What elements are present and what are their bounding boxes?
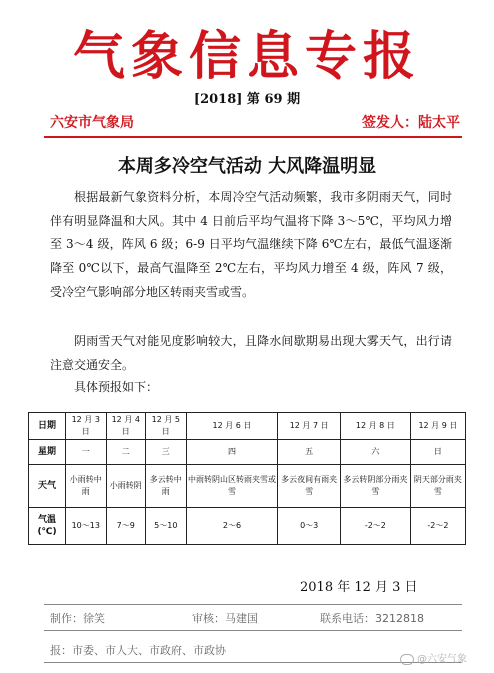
cell-date: 12 月 5 日	[146, 413, 187, 440]
cell-date: 12 月 9 日	[410, 413, 465, 440]
cell-date: 12 月 7 日	[278, 413, 341, 440]
issue-number: [2018] 第 69 期	[193, 92, 301, 107]
footer-divider-top	[44, 604, 462, 605]
cell-date: 12 月 8 日	[340, 413, 410, 440]
forecast-table	[28, 412, 466, 545]
watermark	[400, 650, 467, 665]
bureau-row	[50, 112, 460, 132]
cell-week: 三	[146, 440, 187, 465]
footer-divider-middle	[44, 630, 462, 631]
paragraph-2: 阴雨雪天气对能见度影响较大，且降水间歇期易出现大雾天气，出行请注意交通安全。	[50, 334, 452, 372]
weibo-icon	[400, 654, 414, 665]
cell-temperature: 5～10	[146, 508, 187, 545]
cell-week: 日	[410, 440, 465, 465]
cell-week: 一	[66, 440, 107, 465]
cell-weather: 多云转阴部分雨夹雪	[340, 465, 410, 508]
cell-week: 二	[106, 440, 146, 465]
cell-weather: 阴天部分雨夹雪	[410, 465, 465, 508]
paragraph-1: 根据最新气象资料分析，本周冷空气活动频繁，我市多阴雨天气，同时伴有明显降温和大风。其中 4 日前后平均气温将下降 3～5℃，平均风力增至 3～4 级，阵风 6 级；6-9 日平均气温继续下降 6℃左右，最低气温逐渐降至 0℃以下，最高气温降至 2℃左右，平均风力增至 4 级，阵风 7 级，受冷空气影响部分地区转雨夹雪或雪。	[50, 190, 452, 299]
footer-maker: 制作：徐笑	[50, 612, 105, 625]
footer-reviewer: 审核：马建国	[192, 612, 258, 625]
cell-date: 12 月 4 日	[106, 413, 146, 440]
cell-temperature: -2～2	[340, 508, 410, 545]
paragraph-3: 具体预报如下：	[74, 380, 159, 394]
cell-weather: 中雨转阴山区转雨夹雪或雪	[186, 465, 278, 508]
row-label-weather: 天气	[29, 465, 66, 508]
cell-date: 12 月 6 日	[186, 413, 278, 440]
cell-temperature: 7～9	[106, 508, 146, 545]
cell-week: 五	[278, 440, 341, 465]
page-title: 本周多冷空气活动 大风降温明显	[117, 156, 377, 177]
cell-weather: 小雨转中雨	[66, 465, 107, 508]
issuer-name: 签发人：陆太平	[362, 115, 460, 131]
cell-temperature: 0～3	[278, 508, 341, 545]
cell-temperature: -2～2	[410, 508, 465, 545]
cell-date: 12 月 3 日	[66, 413, 107, 440]
watermark-text: @六安气象	[417, 654, 467, 665]
cell-weather: 多云转中雨	[146, 465, 187, 508]
cell-weather: 多云夜间有雨夹雪	[278, 465, 341, 508]
table-row-date	[29, 413, 466, 440]
row-label-temperature: 气温(℃)	[29, 508, 66, 545]
cell-weather: 小雨转阴	[106, 465, 146, 508]
row-label-date: 日期	[29, 413, 66, 440]
cell-temperature: 10～13	[66, 508, 107, 545]
bureau-name: 六安市气象局	[50, 115, 134, 131]
table-row-temperature	[29, 508, 466, 545]
cell-temperature: 2～6	[186, 508, 278, 545]
sign-date: 2018 年 12 月 3 日	[300, 580, 418, 595]
footer-phone: 联系电话：3212818	[320, 612, 424, 625]
cell-week: 四	[186, 440, 278, 465]
footer-distribution: 报：市委、市人大、市政府、市政协	[50, 644, 226, 657]
table-row-weather	[29, 465, 466, 508]
row-label-week: 星期	[29, 440, 66, 465]
header-divider	[44, 136, 462, 138]
masthead-title: 气象信息专报	[72, 26, 421, 87]
cell-week: 六	[340, 440, 410, 465]
table-row-week	[29, 440, 466, 465]
